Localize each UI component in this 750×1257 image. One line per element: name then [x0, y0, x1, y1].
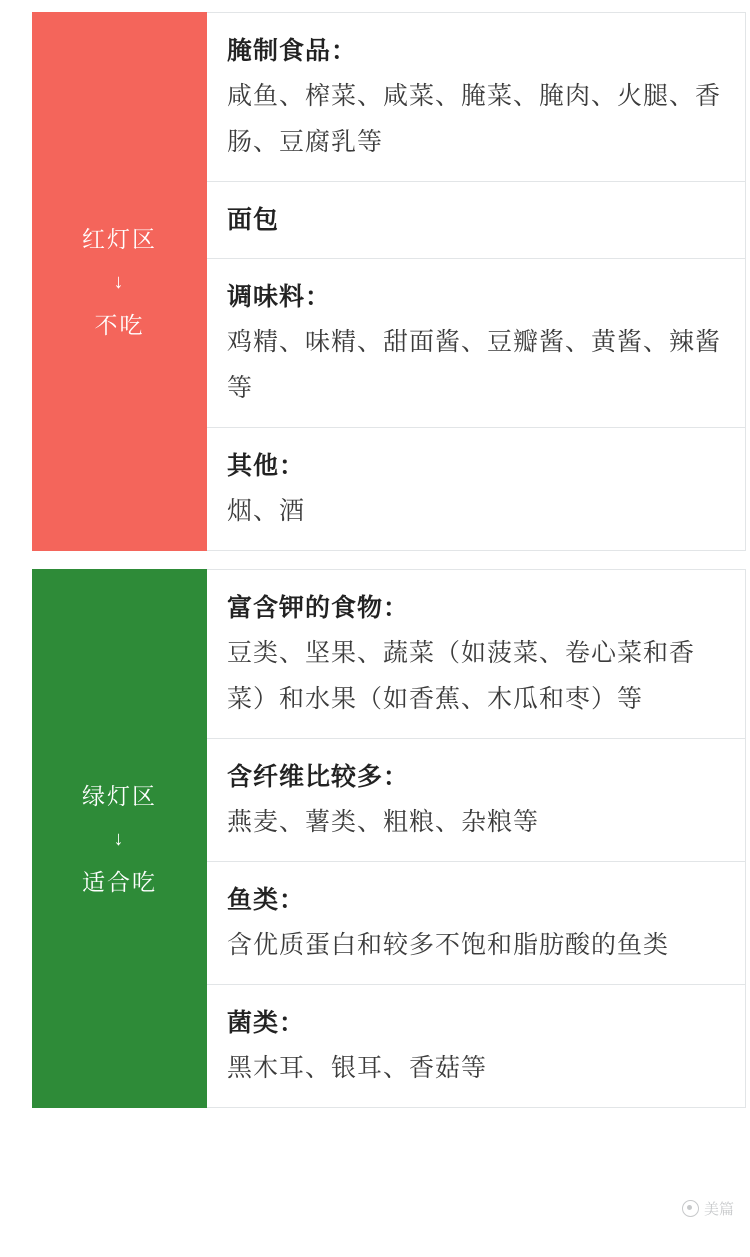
row-title: 其他：: [227, 452, 306, 480]
table-row: [207, 259, 745, 428]
row-title: 腌制食品：: [227, 37, 358, 65]
row-title: 面包: [227, 206, 280, 234]
row-body: 含优质蛋白和较多不饱和脂肪酸的鱼类: [227, 931, 670, 959]
row-title: 调味料：: [227, 283, 332, 311]
watermark-text: 美篇: [703, 1201, 734, 1218]
table-row: [207, 862, 745, 985]
red-zone-rows: [207, 12, 746, 551]
section-red-zone: [32, 12, 746, 551]
section-label-line: 不吃: [94, 311, 145, 338]
row-title: 菌类：: [227, 1009, 306, 1037]
row-body: 黑木耳、银耳、香菇等: [227, 1054, 488, 1082]
table-row: [207, 182, 745, 259]
down-arrow-icon: ↓: [113, 827, 126, 850]
row-body: 鸡精、味精、甜面酱、豆瓣酱、黄酱、辣酱等: [227, 328, 722, 402]
row-title: 富含钾的食物：: [227, 594, 410, 622]
section-label-red: [32, 12, 207, 551]
table-row: [207, 428, 745, 550]
green-zone-rows: [207, 569, 746, 1108]
table-row: [207, 739, 745, 862]
row-body: 燕麦、薯类、粗粮、杂粮等: [227, 808, 540, 836]
table-row: [207, 570, 745, 739]
row-title: 鱼类：: [227, 886, 306, 914]
row-body: 烟、酒: [227, 497, 306, 525]
watermark: [682, 1198, 734, 1219]
table-row: [207, 13, 745, 182]
row-body: 咸鱼、榨菜、咸菜、腌菜、腌肉、火腿、香肠、豆腐乳等: [227, 82, 722, 156]
page-root: [0, 12, 750, 1257]
row-body: 豆类、坚果、蔬菜（如菠菜、卷心菜和香菜）和水果（如香蕉、木瓜和枣）等: [227, 639, 696, 713]
watermark-logo-icon: [682, 1200, 699, 1217]
down-arrow-icon: ↓: [113, 270, 126, 293]
section-green-zone: [32, 569, 746, 1108]
section-label-green: [32, 569, 207, 1108]
table-row: [207, 985, 745, 1107]
section-label-line: 绿灯区: [82, 782, 157, 809]
row-title: 含纤维比较多：: [227, 763, 410, 791]
section-label-line: 红灯区: [82, 225, 157, 252]
section-label-line: 适合吃: [82, 868, 157, 895]
